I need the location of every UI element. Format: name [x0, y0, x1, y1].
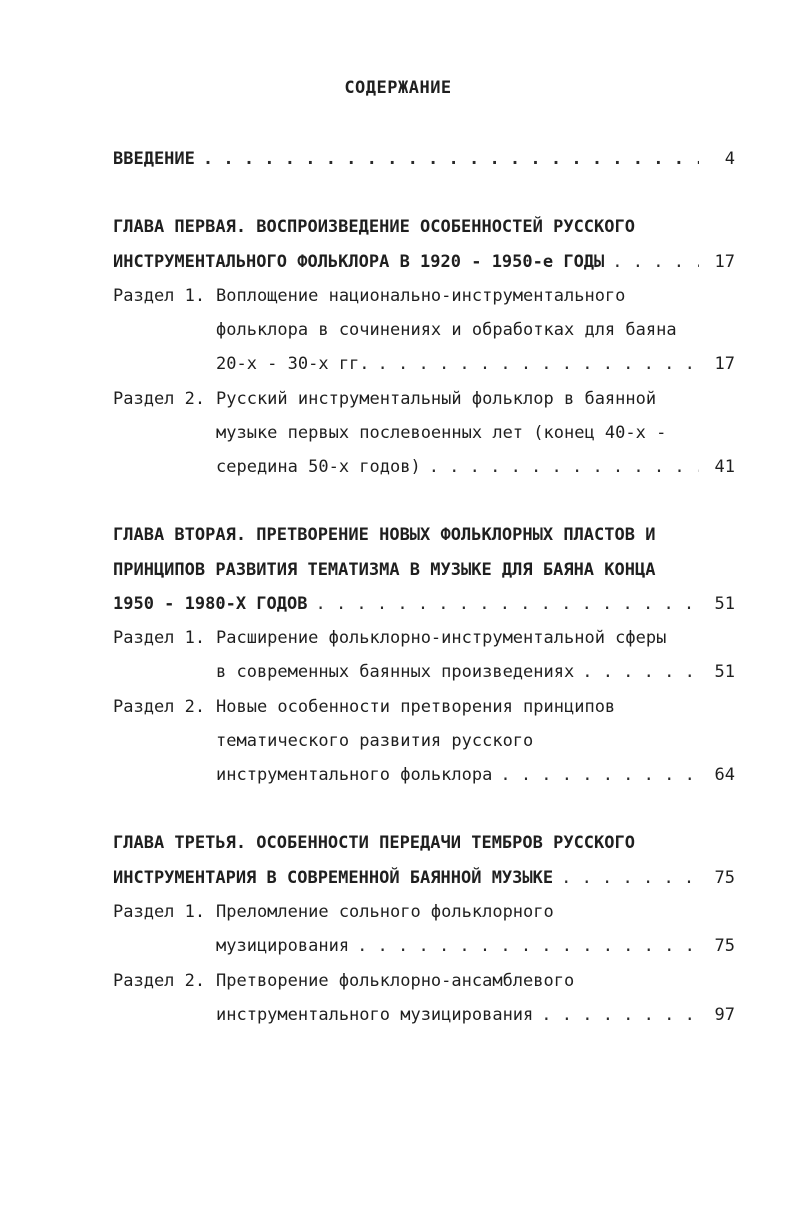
toc-entry-chapter2-section2	[216, 762, 735, 788]
chapter1-section1-label: Раздел 1.	[113, 286, 206, 306]
chapter1-title-line2: ИНСТРУМЕНТАЛЬНОГО ФОЛЬКЛОРА В 1920 - 1950-е ГОДЫ	[113, 252, 605, 272]
chapter3-section2-line1: Претворение фольклорно-ансамблевого	[216, 971, 575, 991]
chapter2-section1-line1: Расширение фольклорно-инструментальной сферы	[216, 628, 667, 648]
toc-entry-chapter1-section2	[216, 454, 735, 480]
chapter2-section2-page-number: 64	[714, 765, 735, 785]
toc-entry-chapter2	[113, 591, 735, 617]
dot-leader	[203, 146, 699, 172]
chapter2-title-line3: 1950 - 1980-Х ГОДОВ	[113, 594, 308, 614]
chapter2-page-number: 51	[714, 594, 735, 614]
chapter2-section2-label: Раздел 2.	[113, 697, 206, 717]
chapter3-section2-line2: инструментального музицирования	[216, 1005, 534, 1025]
dot-leader	[378, 351, 699, 377]
chapter1-section1-line2: фольклора в сочинениях и обработках для баяна	[216, 320, 677, 340]
chapter3-section1-line1: Преломление сольного фольклорного	[216, 902, 554, 922]
chapter1-section2-line3: середина 50-х годов)	[216, 457, 421, 477]
toc-entry-chapter1	[113, 249, 735, 275]
chapter2-section2-line3: инструментального фольклора	[216, 765, 493, 785]
toc-entry-chapter2-section1	[216, 659, 735, 685]
chapter1-section2-label: Раздел 2.	[113, 389, 206, 409]
chapter2-section2-line2: тематического развития русского	[216, 731, 534, 751]
page-title: СОДЕРЖАНИЕ	[344, 78, 452, 98]
toc-entry-chapter3	[113, 865, 735, 891]
toc-entry-chapter3-section1	[216, 933, 735, 959]
intro-page-number: 4	[724, 149, 735, 169]
chapter3-section1-page-number: 75	[714, 936, 735, 956]
dot-leader	[561, 865, 699, 891]
chapter1-title-line1: ГЛАВА ПЕРВАЯ. ВОСПРОИЗВЕДЕНИЕ ОСОБЕННОСТЕЙ РУССКОГО	[113, 217, 635, 237]
chapter1-section1-line1: Воплощение национально-инструментального	[216, 286, 626, 306]
toc-entry-chapter1-section1	[216, 351, 735, 377]
chapter1-section1-line3: 20-х - 30-х гг.	[216, 354, 370, 374]
chapter2-section1-label: Раздел 1.	[113, 628, 206, 648]
dot-leader	[582, 659, 699, 685]
chapter1-section1-page-number: 17	[714, 354, 735, 374]
chapter1-page-number: 17	[714, 252, 735, 272]
dot-leader	[541, 1002, 699, 1028]
chapter2-section2-line1: Новые особенности претворения принципов	[216, 697, 616, 717]
chapter3-section2-page-number: 97	[714, 1005, 735, 1025]
dot-leader	[612, 249, 699, 275]
toc-entry-intro	[113, 146, 735, 172]
chapter3-section2-label: Раздел 2.	[113, 971, 206, 991]
dot-leader	[315, 591, 699, 617]
dot-leader	[500, 762, 699, 788]
chapter3-section1-line2: музицирования	[216, 936, 350, 956]
chapter3-page-number: 75	[714, 868, 735, 888]
chapter2-title-line2: ПРИНЦИПОВ РАЗВИТИЯ ТЕМАТИЗМА В МУЗЫКЕ ДЛЯ БАЯНА КОНЦА	[113, 560, 656, 580]
chapter1-section2-line1: Русский инструментальный фольклор в баянной	[216, 389, 657, 409]
chapter2-section1-page-number: 51	[714, 662, 735, 682]
chapter3-title-line1: ГЛАВА ТРЕТЬЯ. ОСОБЕННОСТИ ПЕРЕДАЧИ ТЕМБРОВ РУССКОГО	[113, 833, 635, 853]
chapter1-section2-page-number: 41	[714, 457, 735, 477]
chapter2-title-line1: ГЛАВА ВТОРАЯ. ПРЕТВОРЕНИЕ НОВЫХ ФОЛЬКЛОРНЫХ ПЛАСТОВ И	[113, 525, 656, 545]
intro-label: ВВЕДЕНИЕ	[113, 149, 195, 169]
chapter1-section2-line2: музыке первых послевоенных лет (конец 40-х -	[216, 423, 667, 443]
chapter3-title-line2: ИНСТРУМЕНТАРИЯ В СОВРЕМЕННОЙ БАЯННОЙ МУЗЫКЕ	[113, 868, 554, 888]
chapter3-section1-label: Раздел 1.	[113, 902, 206, 922]
toc-entry-chapter3-section2	[216, 1002, 735, 1028]
chapter2-section1-line2: в современных баянных произведениях	[216, 662, 575, 682]
dot-leader	[357, 933, 699, 959]
dot-leader	[429, 454, 699, 480]
